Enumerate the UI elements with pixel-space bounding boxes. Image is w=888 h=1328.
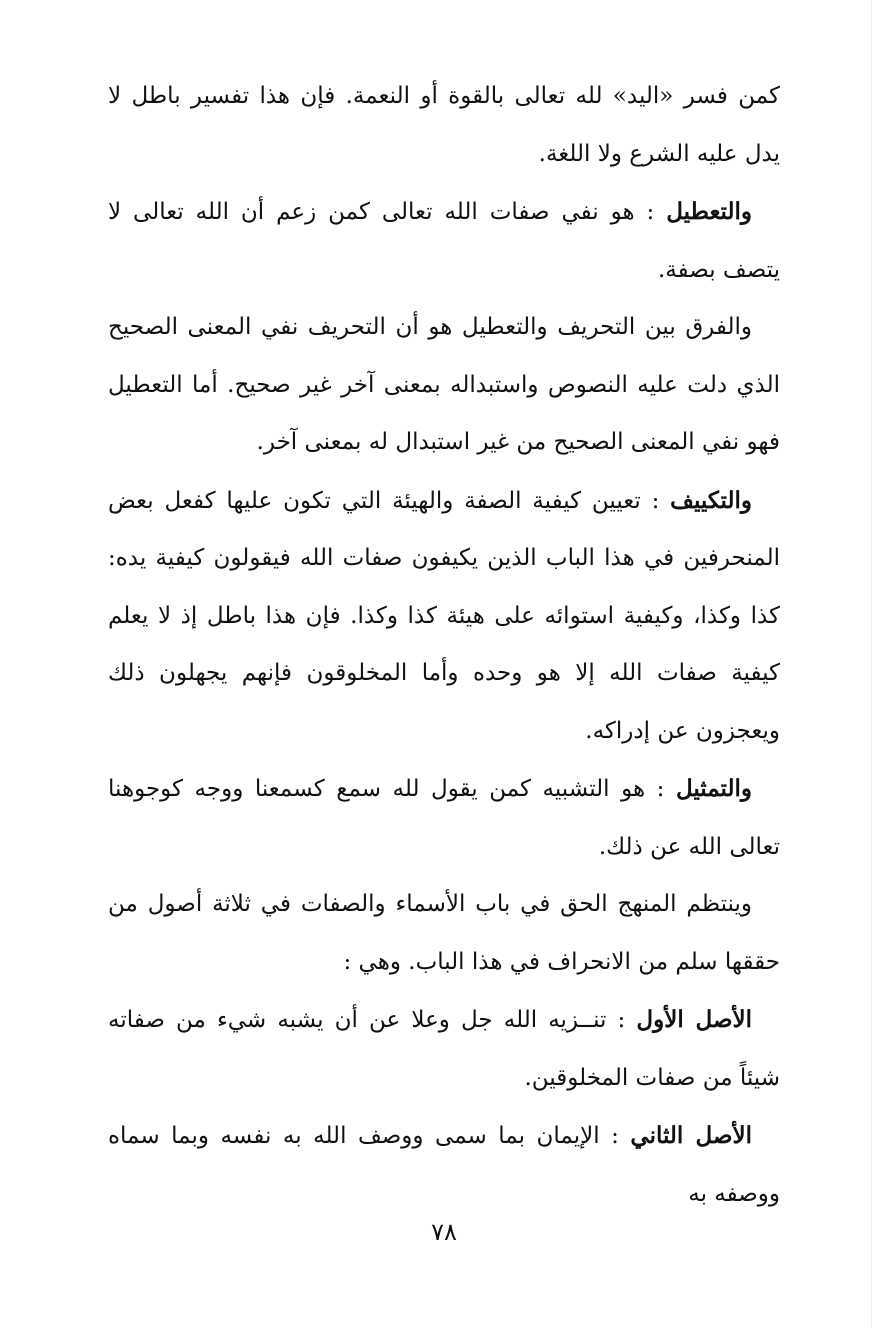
paragraph-tamthil-text: : هو التشبيه كمن يقول لله سمع كسمعنا ووجه كوجوهنا تعالى الله عن ذلك.: [108, 776, 780, 860]
paragraph-first-principle: [108, 991, 780, 1107]
paragraph-takyif-text: : تعيين كيفية الصفة والهيئة التي تكون عليها كفعل بعض المنحرفين في هذا الباب الذين يكيفون صفات الله فيقولون كيفية يده: كذا وكذا، وكيفية استوائه على هيئة كذا وكذا. فإن هذا باطل إذ لا يعلم كيفية صفات الله إلا هو وحده وأما المخلوقون فإنهم يجهلون ذلك ويعجزون عن إدراكه.: [108, 487, 780, 744]
paragraph-principles-intro: [108, 876, 780, 991]
paragraph-1-text: كمن فسر «اليد» لله تعالى بالقوة أو النعمة. فإن هذا تفسير باطل لا يدل عليه الشرع ولا اللغة.: [108, 83, 780, 167]
term-takyif: والتكييف: [670, 486, 752, 514]
paragraph-second-principle: [108, 1107, 780, 1223]
term-tatil: والتعطيل: [666, 198, 752, 225]
paragraph-1: [108, 68, 780, 183]
page-edge-shadow: [871, 0, 872, 1328]
paragraph-principles-intro-text: وينتظم المنهج الحق في باب الأسماء والصفات في ثلاثة أصول من حققها سلم من الانحراف في هذا الباب. وهي :: [108, 891, 780, 975]
paragraph-second-principle-text: : الإيمان بما سمى ووصف الله به نفسه وبما سماه ووصفه به: [108, 1123, 780, 1207]
body-text: [108, 68, 780, 1223]
paragraph-tamthil: [108, 760, 780, 876]
term-first-principle: الأصل الأول: [636, 1006, 752, 1033]
paragraph-difference-text: والفرق بين التحريف والتعطيل هو أن التحريف نفي المعنى الصحيح الذي دلت عليه النصوص واستبداله بمعنى آخر غير صحيح. أما التعطيل فهو نفي المعنى الصحيح من غير استبدال له بمعنى آخر.: [108, 314, 780, 455]
term-second-principle: الأصل الثاني: [630, 1122, 752, 1149]
term-tamthil: والتمثيل: [675, 775, 752, 802]
paragraph-tatil: [108, 183, 780, 299]
page-number: ٧٨: [431, 1218, 457, 1246]
paragraph-difference: [108, 299, 780, 472]
paragraph-tatil-text: : هو نفي صفات الله تعالى كمن زعم أن الله تعالى لا يتصف بصفة.: [108, 199, 780, 283]
paragraph-first-principle-text: : تنــزيه الله جل وعلا عن أن يشبه شيء من صفاته شيئاً من صفات المخلوقين.: [108, 1007, 780, 1091]
paragraph-takyif: [108, 472, 780, 761]
